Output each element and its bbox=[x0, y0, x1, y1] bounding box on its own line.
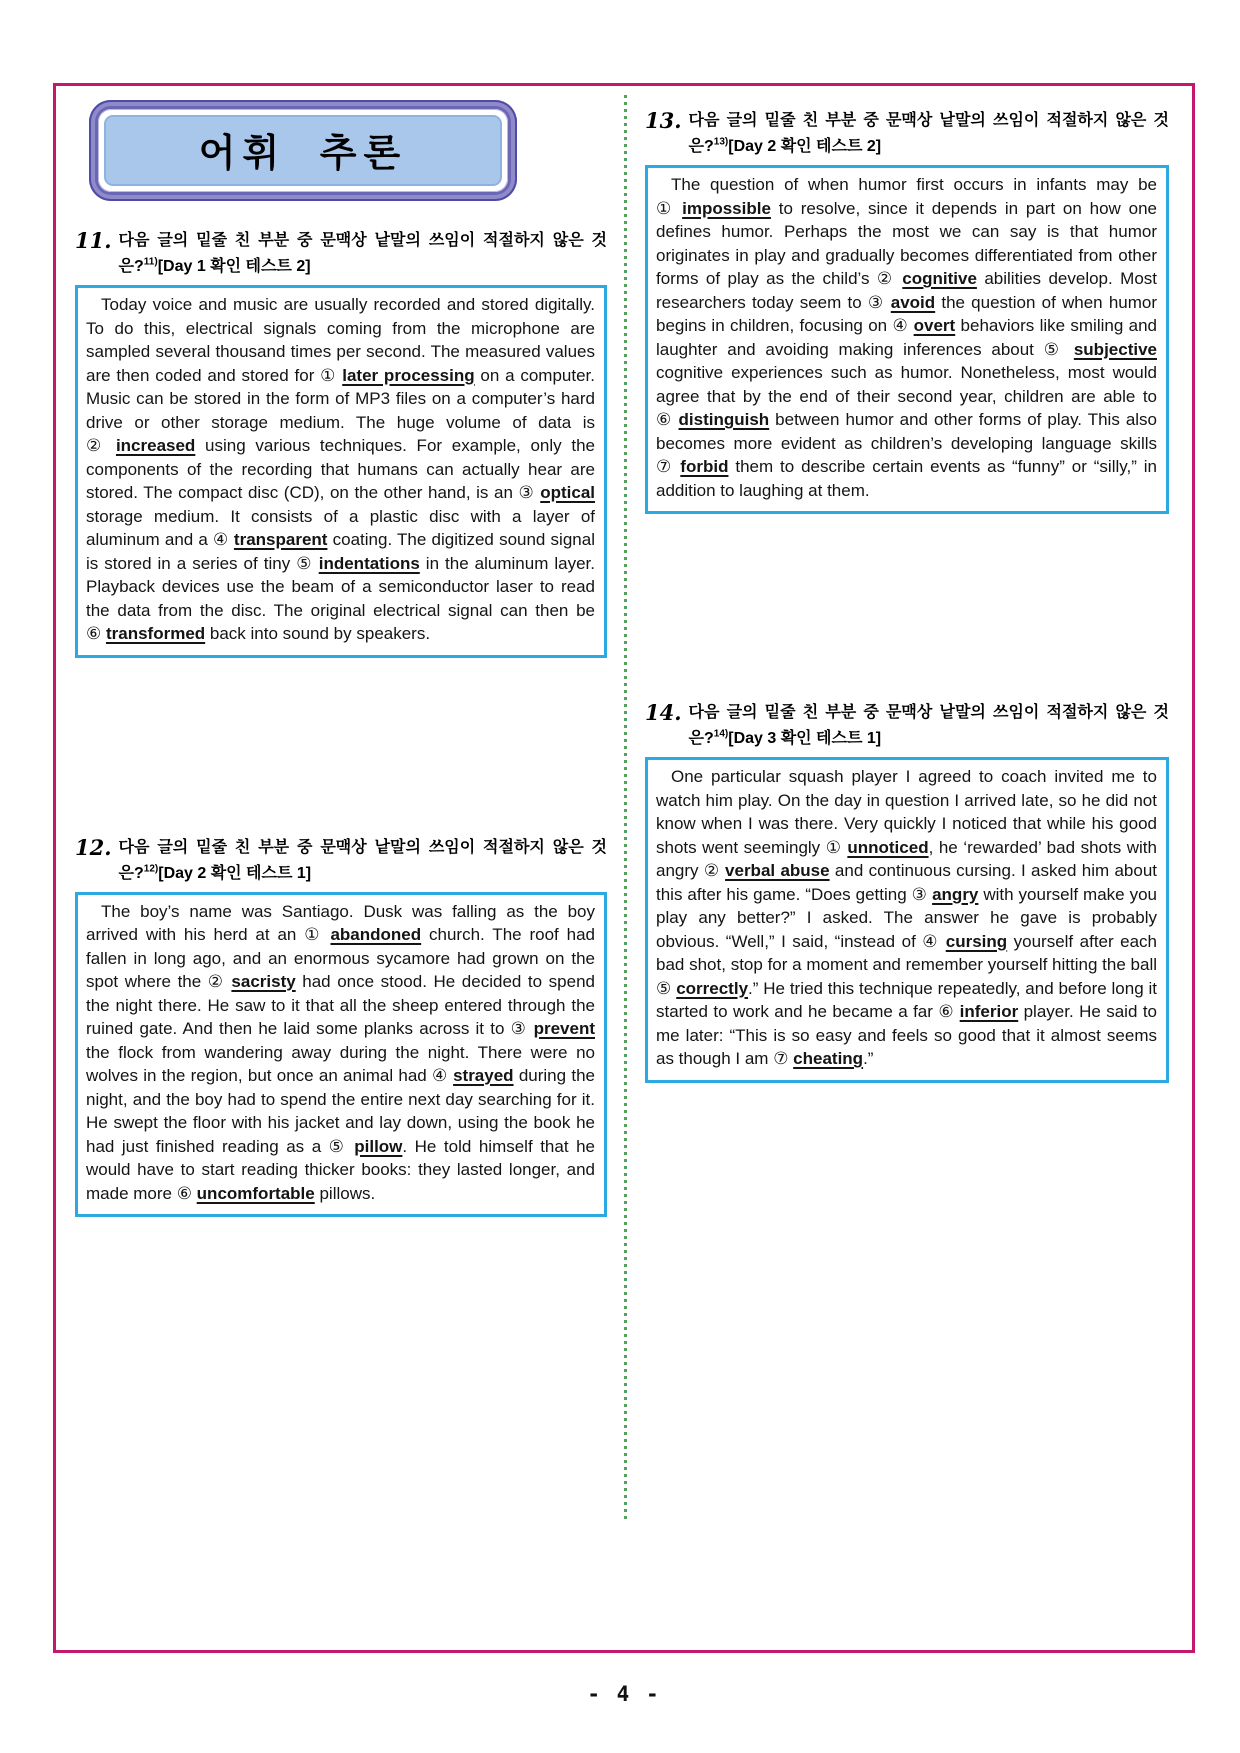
question-prompt-line2 bbox=[119, 861, 607, 887]
question-number: 14. bbox=[645, 700, 682, 725]
underlined-choice-word: optical bbox=[540, 483, 596, 502]
question-14 bbox=[645, 700, 1169, 1083]
page-number: - 4 - bbox=[587, 1682, 661, 1706]
passage-text-run: cognitive experiences such as humor. Nonetheless, most would agree that by the end of their second year, children are able to bbox=[656, 363, 1157, 406]
circled-choice-number: ④ bbox=[892, 316, 914, 335]
underlined-choice-word: uncomfortable bbox=[196, 1183, 315, 1203]
underlined-choice-word: inferior bbox=[959, 1002, 1019, 1021]
circled-choice-number: ⑥ bbox=[86, 624, 106, 643]
underlined-choice-word: sacristy bbox=[231, 972, 296, 991]
passage-text-run: abilities develop. Most researchers today seem to bbox=[656, 269, 1157, 312]
underlined-choice-word: prevent bbox=[533, 1019, 596, 1038]
passage-text-run: during the night, and the boy had to spend the entire next day searching for it. He swept the floor with his jacket and lay down, using the book he had just finished reading as a bbox=[86, 1066, 595, 1156]
underlined-choice-word: distinguish bbox=[678, 410, 770, 429]
passage-text-run: and continuous cursing. I asked him about this after his game. “Does getting bbox=[656, 861, 1157, 904]
passage-text-run: coating. The digitized sound signal is stored in a series of tiny bbox=[86, 530, 595, 573]
question-13 bbox=[645, 108, 1169, 514]
circled-choice-number: ③ bbox=[518, 483, 541, 502]
passage-text-run: church. The roof had fallen in long ago, and an enormous sycamore had grown on the spot where the bbox=[86, 925, 595, 991]
passage-text-14 bbox=[656, 765, 1157, 1071]
circled-choice-number: ① bbox=[304, 925, 331, 944]
circled-choice-number: ② bbox=[86, 436, 116, 455]
underlined-choice-word: angry bbox=[932, 884, 979, 904]
column-divider-dotted-line bbox=[624, 95, 627, 1520]
underlined-choice-word: overt bbox=[913, 316, 956, 335]
passage-text-12 bbox=[86, 900, 595, 1206]
question-number: 13. bbox=[645, 108, 682, 133]
prompt-suffix: 은? bbox=[118, 864, 144, 882]
passage-text-run: .” He tried this technique repeatedly, and before long it started to work and he became a far bbox=[656, 978, 1158, 1021]
underlined-choice-word: transparent bbox=[233, 530, 328, 549]
question-source: [Day 2 확인 테스트 2] bbox=[728, 138, 882, 155]
question-prompt bbox=[119, 835, 607, 887]
question-11-header bbox=[75, 228, 607, 280]
question-prompt-line1: 다음 글의 밑줄 친 부분 중 문맥상 낱말의 쓰임이 적절하지 않은 것 bbox=[688, 704, 1169, 721]
underlined-choice-word: transformed bbox=[105, 624, 206, 643]
passage-box-12 bbox=[75, 892, 607, 1218]
passage-text-run: back into sound by speakers. bbox=[205, 624, 431, 643]
circled-choice-number: ② bbox=[207, 972, 232, 991]
question-prompt-line2 bbox=[689, 134, 1169, 160]
circled-choice-number: ⑤ bbox=[656, 978, 677, 998]
question-prompt-line1: 다음 글의 밑줄 친 부분 중 문맥상 낱말의 쓰임이 적절하지 않은 것 bbox=[688, 112, 1169, 129]
question-prompt-line1: 다음 글의 밑줄 친 부분 중 문맥상 낱말의 쓰임이 적절하지 않은 것 bbox=[118, 232, 607, 249]
passage-text-11 bbox=[86, 293, 595, 646]
circled-choice-number: ⑤ bbox=[328, 1136, 355, 1156]
question-prompt bbox=[689, 700, 1169, 752]
circled-choice-number: ④ bbox=[213, 530, 234, 549]
passage-text-run: The boy’s name was Santiago. Dusk was falling as the boy arrived with his herd at an bbox=[86, 901, 595, 944]
passage-text-run: them to describe certain events as “funny” or “silly,” in addition to laughing at them. bbox=[656, 457, 1157, 500]
prompt-suffix: 은? bbox=[118, 258, 144, 275]
question-12 bbox=[75, 835, 607, 1218]
question-prompt-line2 bbox=[119, 254, 607, 280]
circled-choice-number: ③ bbox=[867, 292, 891, 312]
underlined-choice-word: forbid bbox=[680, 457, 729, 476]
circled-choice-number: ③ bbox=[510, 1019, 534, 1038]
prompt-suffix: 은? bbox=[688, 730, 714, 747]
passage-text-run: One particular squash player I agreed to coach invited me to watch him play. On the day in question I arrived late, so he did not know when I was there. Very quickly I noticed that while his good shots went seemingly bbox=[656, 767, 1157, 857]
passage-text-run: the flock from wandering away during the night. There were no wolves in the region, but once an animal had bbox=[86, 1042, 595, 1085]
underlined-choice-word: later processing bbox=[342, 365, 475, 385]
circled-choice-number: ① bbox=[825, 837, 848, 857]
circled-choice-number: ⑤ bbox=[1043, 339, 1074, 359]
underlined-choice-word: increased bbox=[115, 436, 196, 455]
circled-choice-number: ④ bbox=[922, 931, 946, 951]
question-number: 12. bbox=[75, 834, 112, 860]
passage-box-11 bbox=[75, 285, 607, 658]
footnote-number: 12) bbox=[143, 863, 159, 875]
circled-choice-number: ② bbox=[703, 861, 726, 880]
footnote-number: 14) bbox=[713, 728, 729, 740]
right-column bbox=[645, 108, 1169, 1083]
section-title-plate-inner-ring bbox=[98, 109, 508, 192]
underlined-choice-word: cheating bbox=[793, 1049, 864, 1068]
underlined-choice-word: impossible bbox=[682, 198, 771, 218]
footnote-number: 13) bbox=[713, 136, 729, 148]
passage-text-run: player. He said to me later: “This is so easy and feels so good that it almost seems as though I am bbox=[656, 1002, 1157, 1068]
circled-choice-number: ⑥ bbox=[176, 1183, 197, 1203]
passage-text-run: with yourself make you play any better?” I asked. The answer he gave is probably obvious. “Well,” I said, “instead of bbox=[656, 884, 1157, 951]
passage-text-run: , he ‘rewarded’ bad shots with angry bbox=[656, 837, 1157, 880]
section-title: 어휘 추론 bbox=[104, 115, 502, 186]
circled-choice-number: ② bbox=[876, 269, 903, 288]
question-source: [Day 2 확인 테스트 1] bbox=[158, 864, 312, 882]
question-number: 11. bbox=[75, 228, 112, 253]
passage-text-run: Today voice and music are usually recorded and stored digitally. To do this, electrical signals coming from the microphone are sampled several thousand times per second. The measured values are then coded and stored for bbox=[86, 295, 595, 385]
passage-text-run: .” bbox=[863, 1049, 874, 1068]
passage-text-run: The question of when humor first occurs in infants may be bbox=[671, 175, 1157, 194]
footnote-number: 11) bbox=[143, 256, 158, 268]
circled-choice-number: ⑦ bbox=[656, 457, 681, 476]
passage-text-run: storage medium. It consists of a plastic disc with a layer of aluminum and a bbox=[86, 506, 595, 549]
question-14-header bbox=[645, 700, 1169, 752]
passage-box-13 bbox=[645, 165, 1169, 514]
circled-choice-number: ⑥ bbox=[938, 1002, 960, 1021]
passage-box-14 bbox=[645, 757, 1169, 1083]
question-source: [Day 3 확인 테스트 1] bbox=[728, 730, 882, 747]
question-11 bbox=[75, 228, 607, 658]
passage-text-run: in the aluminum layer. Playback devices use the beam of a semiconductor laser to read the data from the disc. The original electrical signal can then be bbox=[86, 553, 595, 620]
passage-text-run: had once stood. He decided to spend the night there. He saw to it that all the sheep entered through the ruined gate. And then he laid some planks across it to bbox=[86, 972, 595, 1038]
passage-text-run: the question of when humor begins in children, focusing on bbox=[656, 292, 1158, 335]
passage-text-run: behaviors like smiling and laughter and avoiding making inferences about bbox=[656, 316, 1157, 359]
underlined-choice-word: subjective bbox=[1073, 339, 1157, 359]
underlined-choice-word: avoid bbox=[890, 292, 936, 312]
passage-text-run: yourself after each bad shot, stop for a moment and remember yourself hitting the ball bbox=[656, 931, 1157, 974]
circled-choice-number: ⑥ bbox=[656, 410, 679, 429]
circled-choice-number: ① bbox=[320, 365, 343, 385]
underlined-choice-word: indentations bbox=[318, 553, 420, 573]
passage-text-run: pillows. bbox=[314, 1183, 376, 1203]
underlined-choice-word: unnoticed bbox=[847, 837, 929, 857]
section-title-plate bbox=[89, 100, 517, 201]
underlined-choice-word: abandoned bbox=[330, 925, 422, 944]
circled-choice-number: ① bbox=[656, 198, 683, 218]
question-source: [Day 1 확인 테스트 2] bbox=[157, 258, 311, 275]
underlined-choice-word: cognitive bbox=[902, 269, 977, 288]
underlined-choice-word: correctly bbox=[676, 978, 749, 998]
underlined-choice-word: pillow bbox=[354, 1136, 403, 1156]
underlined-choice-word: strayed bbox=[453, 1066, 514, 1085]
underlined-choice-word: cursing bbox=[945, 931, 1008, 951]
question-prompt bbox=[119, 228, 607, 280]
circled-choice-number: ③ bbox=[911, 884, 933, 904]
passage-text-run: between humor and other forms of play. This also becomes more evident as children’s developing language skills bbox=[656, 410, 1158, 453]
passage-text-13 bbox=[656, 173, 1157, 502]
question-prompt bbox=[689, 108, 1169, 160]
circled-choice-number: ⑤ bbox=[296, 553, 319, 573]
prompt-suffix: 은? bbox=[688, 138, 714, 155]
passage-text-run: on a computer. Music can be stored in the form of MP3 files on a computer’s hard drive or other storage medium. The huge volume of data is bbox=[86, 365, 595, 432]
circled-choice-number: ⑦ bbox=[773, 1049, 794, 1068]
circled-choice-number: ④ bbox=[432, 1066, 454, 1085]
question-12-header bbox=[75, 835, 607, 887]
passage-text-run: using various techniques. For example, only the components of the recording that humans can actually hear are stored. The compact disc (CD), on the other hand, is an bbox=[86, 436, 595, 502]
underlined-choice-word: verbal abuse bbox=[725, 861, 830, 880]
passage-text-run: to resolve, since it depends in part on how one defines humor. Perhaps the most we can say is that humor originates in play and gradually becomes differentiated from other forms of play as the child’s bbox=[656, 198, 1157, 288]
question-prompt-line1: 다음 글의 밑줄 친 부분 중 문맥상 낱말의 쓰임이 적절하지 않은 것 bbox=[118, 838, 607, 856]
question-prompt-line2 bbox=[689, 726, 1169, 752]
question-13-header bbox=[645, 108, 1169, 160]
passage-text-run: . He told himself that he would have to start reading thicker books: they lasted longer, and made more bbox=[86, 1136, 595, 1203]
left-column bbox=[75, 100, 607, 1217]
